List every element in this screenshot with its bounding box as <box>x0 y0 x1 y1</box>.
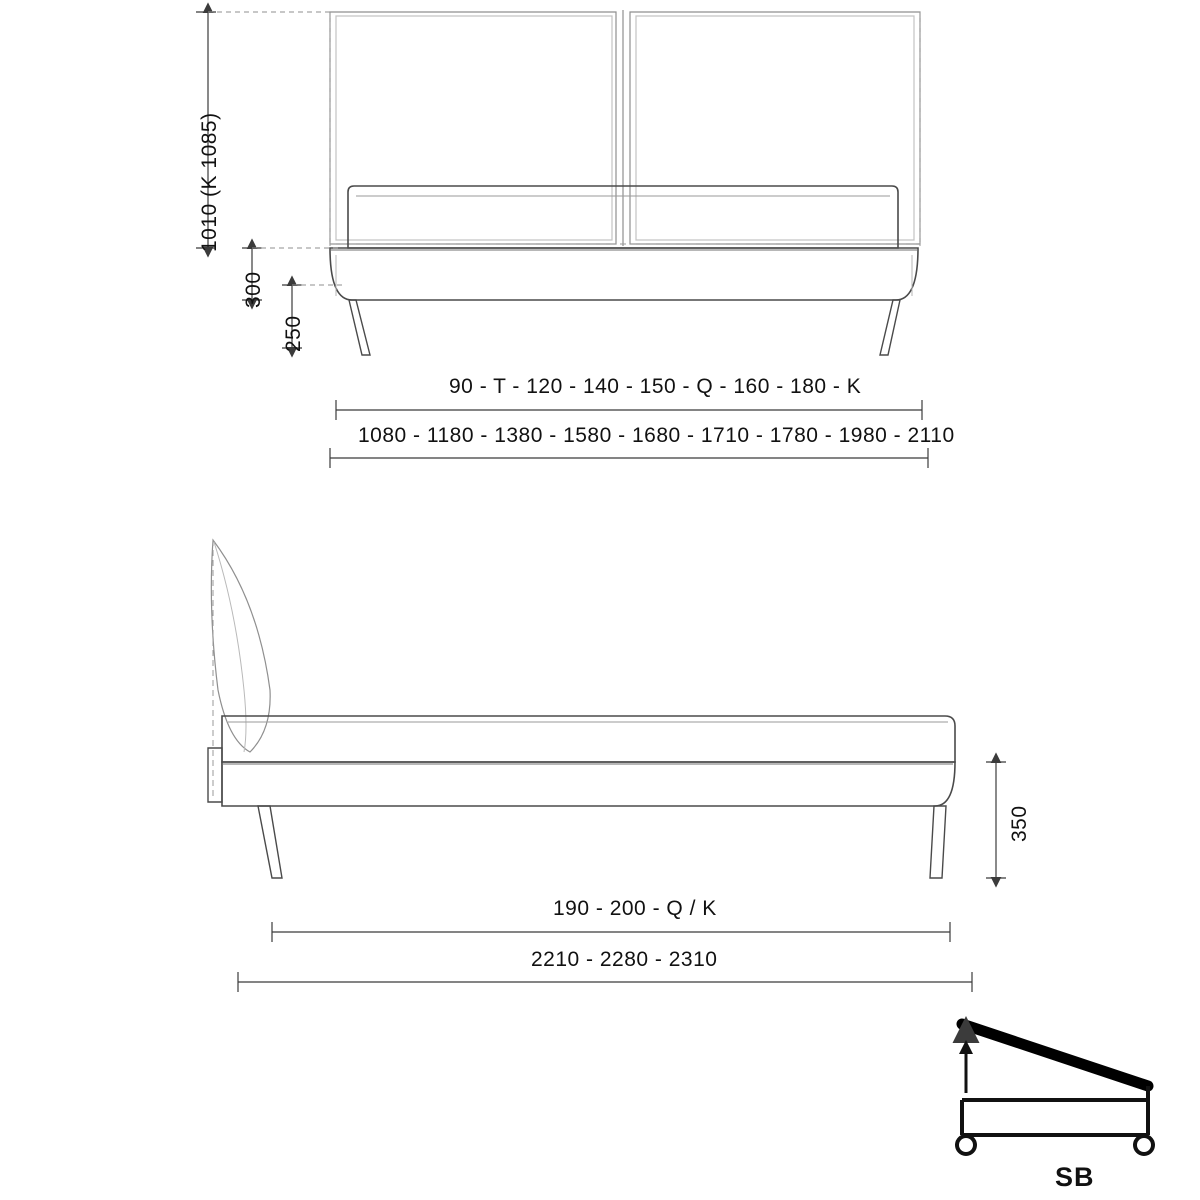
front-leg-right <box>880 300 900 355</box>
orientation-icon-group <box>957 1024 1153 1154</box>
dim-label-frame-height: 300 <box>242 271 265 308</box>
side-view-group <box>208 540 955 878</box>
side-mattress-block <box>222 716 955 762</box>
headboard-side-inner <box>214 542 246 752</box>
dim-label-total-height: 1010 (K 1085) <box>198 112 221 252</box>
headboard-side-profile <box>211 540 270 752</box>
dim-label-slat-height: 250 <box>282 315 305 352</box>
icon-foot-right <box>1135 1136 1153 1154</box>
side-leg-left <box>258 806 282 878</box>
head-post <box>208 748 222 802</box>
incline-bar-icon <box>962 1024 1148 1086</box>
dim-label-width-sizes: 90 - T - 120 - 140 - 150 - Q - 160 - 180 - K <box>449 375 862 398</box>
icon-foot-left <box>957 1136 975 1154</box>
side-leg-right <box>930 806 946 878</box>
side-frame-rail <box>222 762 955 806</box>
variant-code-label: SB <box>1055 1162 1095 1192</box>
frame-rail <box>330 248 918 300</box>
icon-arrow-head <box>959 1040 973 1054</box>
headboard-left-panel <box>330 12 616 244</box>
dim-label-length-mm: 2210 - 2280 - 2310 <box>531 948 718 971</box>
headboard-right-panel <box>630 12 920 244</box>
front-view-group <box>330 10 920 355</box>
dim-label-length-sizes: 190 - 200 - Q / K <box>553 897 717 920</box>
dim-label-width-mm: 1080 - 1180 - 1380 - 1580 - 1680 - 1710 - 1780 - 1980 - 2110 <box>358 424 955 447</box>
front-leg-left <box>349 300 370 355</box>
dim-label-seat-height: 350 <box>1008 805 1031 842</box>
